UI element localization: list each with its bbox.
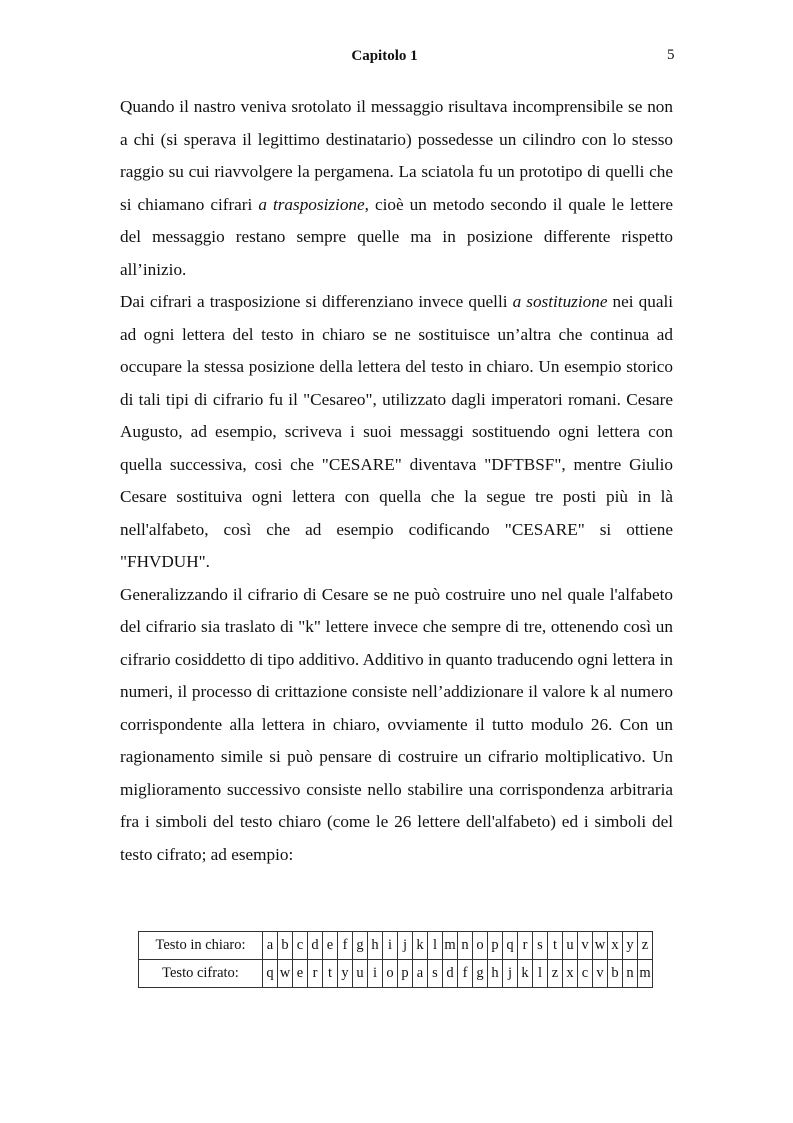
plain-letter-cell: i [383, 932, 398, 960]
cipher-letter-cell: a [413, 960, 428, 988]
cipher-letter-cell: q [263, 960, 278, 988]
cipher-letter-cell: e [293, 960, 308, 988]
cipher-letter-cell: n [623, 960, 638, 988]
emphasis-term: a trasposizione [258, 194, 365, 214]
cipher-letter-cell: u [353, 960, 368, 988]
plain-letter-cell: h [368, 932, 383, 960]
page-number: 5 [667, 47, 675, 63]
paragraph-text: Quando il nastro veniva srotolato il messaggio risultava incomprensibile se non a chi (si sperava il legittimo destinatario) possedesse un cilindro con lo stesso raggio su cui riavvolgere la pergamena. La sciatola fu un prototipo di quelli che si chiamano cifrari [120, 97, 673, 214]
plain-letter-cell: z [638, 932, 653, 960]
plain-letter-cell: m [443, 932, 458, 960]
plain-letter-cell: j [398, 932, 413, 960]
cipher-letter-cell: m [638, 960, 653, 988]
plain-letter-cell: y [623, 932, 638, 960]
plain-letter-cell: p [488, 932, 503, 960]
paragraph-additive-cipher: Generalizzando il cifrario di Cesare se ne può costruire uno nel quale l'alfabeto del cifrario sia traslato di "k" lettere invece che sempre di tre, ottenendo così un cifrario cosiddetto di tipo additivo. Additivo in quanto traducendo ogni lettera in numeri, il processo di crittazione consiste nell’addizionare il valore k al numero corrispondente alla lettera in chiaro, ovviamente il tutto modulo 26. Con un ragionamento simile si può pensare di costruire un cifrario moltiplicativo. Un miglioramento successivo consiste nello stabilire una corrispondenza arbitraria fra i simboli del testo chiaro (come le 26 lettere dell'alfabeto) ed i simboli del testo cifrato; ad esempio: [120, 584, 673, 864]
plain-letter-cell: n [458, 932, 473, 960]
plain-letter-cell: g [353, 932, 368, 960]
cipher-letter-cell: x [563, 960, 578, 988]
plain-letter-cell: u [563, 932, 578, 960]
cipher-letter-cell: g [473, 960, 488, 988]
cipher-row [139, 960, 653, 988]
paragraph-substitution [120, 286, 673, 579]
body-text [120, 91, 673, 871]
cipher-letter-cell: c [578, 960, 593, 988]
plain-letter-cell: f [338, 932, 353, 960]
plain-letter-cell: v [578, 932, 593, 960]
plain-letter-cell: s [533, 932, 548, 960]
plain-letter-cell: r [518, 932, 533, 960]
chapter-title: Capitolo 1 [351, 48, 418, 64]
plain-letter-cell: d [308, 932, 323, 960]
plain-letter-cell: a [263, 932, 278, 960]
cipher-letter-cell: r [308, 960, 323, 988]
cipher-letter-cell: k [518, 960, 533, 988]
plain-row-label: Testo in chiaro: [139, 932, 263, 960]
plain-letter-cell: l [428, 932, 443, 960]
emphasis-term: a sostituzione [512, 292, 608, 311]
cipher-table [138, 931, 653, 988]
cipher-letter-cell: p [398, 960, 413, 988]
cipher-letter-cell: w [278, 960, 293, 988]
cipher-letter-cell: b [608, 960, 623, 988]
plain-letter-cell: c [293, 932, 308, 960]
plain-letter-cell: q [503, 932, 518, 960]
cipher-letter-cell: v [593, 960, 608, 988]
plain-letter-cell: b [278, 932, 293, 960]
plain-letter-cell: w [593, 932, 608, 960]
cipher-letter-cell: y [338, 960, 353, 988]
cipher-letter-cell: o [383, 960, 398, 988]
cipher-letter-cell: t [323, 960, 338, 988]
plain-letter-cell: k [413, 932, 428, 960]
plain-letter-cell: o [473, 932, 488, 960]
cipher-letter-cell: f [458, 960, 473, 988]
paragraph-text: , cioè un metodo secondo il quale le lettere del messaggio restano sempre quelle ma in posizione differente rispetto all’inizio. [120, 194, 673, 279]
paragraph-transposition [120, 91, 673, 286]
plain-row [139, 932, 653, 960]
cipher-letter-cell: s [428, 960, 443, 988]
cipher-letter-cell: l [533, 960, 548, 988]
cipher-letter-cell: d [443, 960, 458, 988]
cipher-row-label: Testo cifrato: [139, 960, 263, 988]
plain-letter-cell: e [323, 932, 338, 960]
paragraph-text: nei quali ad ogni lettera del testo in chiaro se ne sostituisce un’altra che continua ad occupare la stessa posizione della lettera del testo in chiaro. Un esempio storico di tali tipi di cifrario fu il "Cesareo", utilizzato dagli imperatori romani. Cesare Augusto, ad esempio, scriveva i suoi messaggi sostituendo ogni lettera con quella successiva, cosi che "CESARE" diventava "DFTBSF", mentre Giulio Cesare sostituiva ogni lettera con quella che la segue tre posti più in là nell'alfabeto, così che ad esempio codificando "CESARE" si ottiene "FHVDUH". [120, 292, 673, 571]
paragraph-text: Dai cifrari a trasposizione si differenziano invece quelli [120, 292, 513, 311]
plain-letter-cell: x [608, 932, 623, 960]
plain-letter-cell: t [548, 932, 563, 960]
cipher-letter-cell: i [368, 960, 383, 988]
cipher-letter-cell: z [548, 960, 563, 988]
cipher-letter-cell: j [503, 960, 518, 988]
cipher-letter-cell: h [488, 960, 503, 988]
